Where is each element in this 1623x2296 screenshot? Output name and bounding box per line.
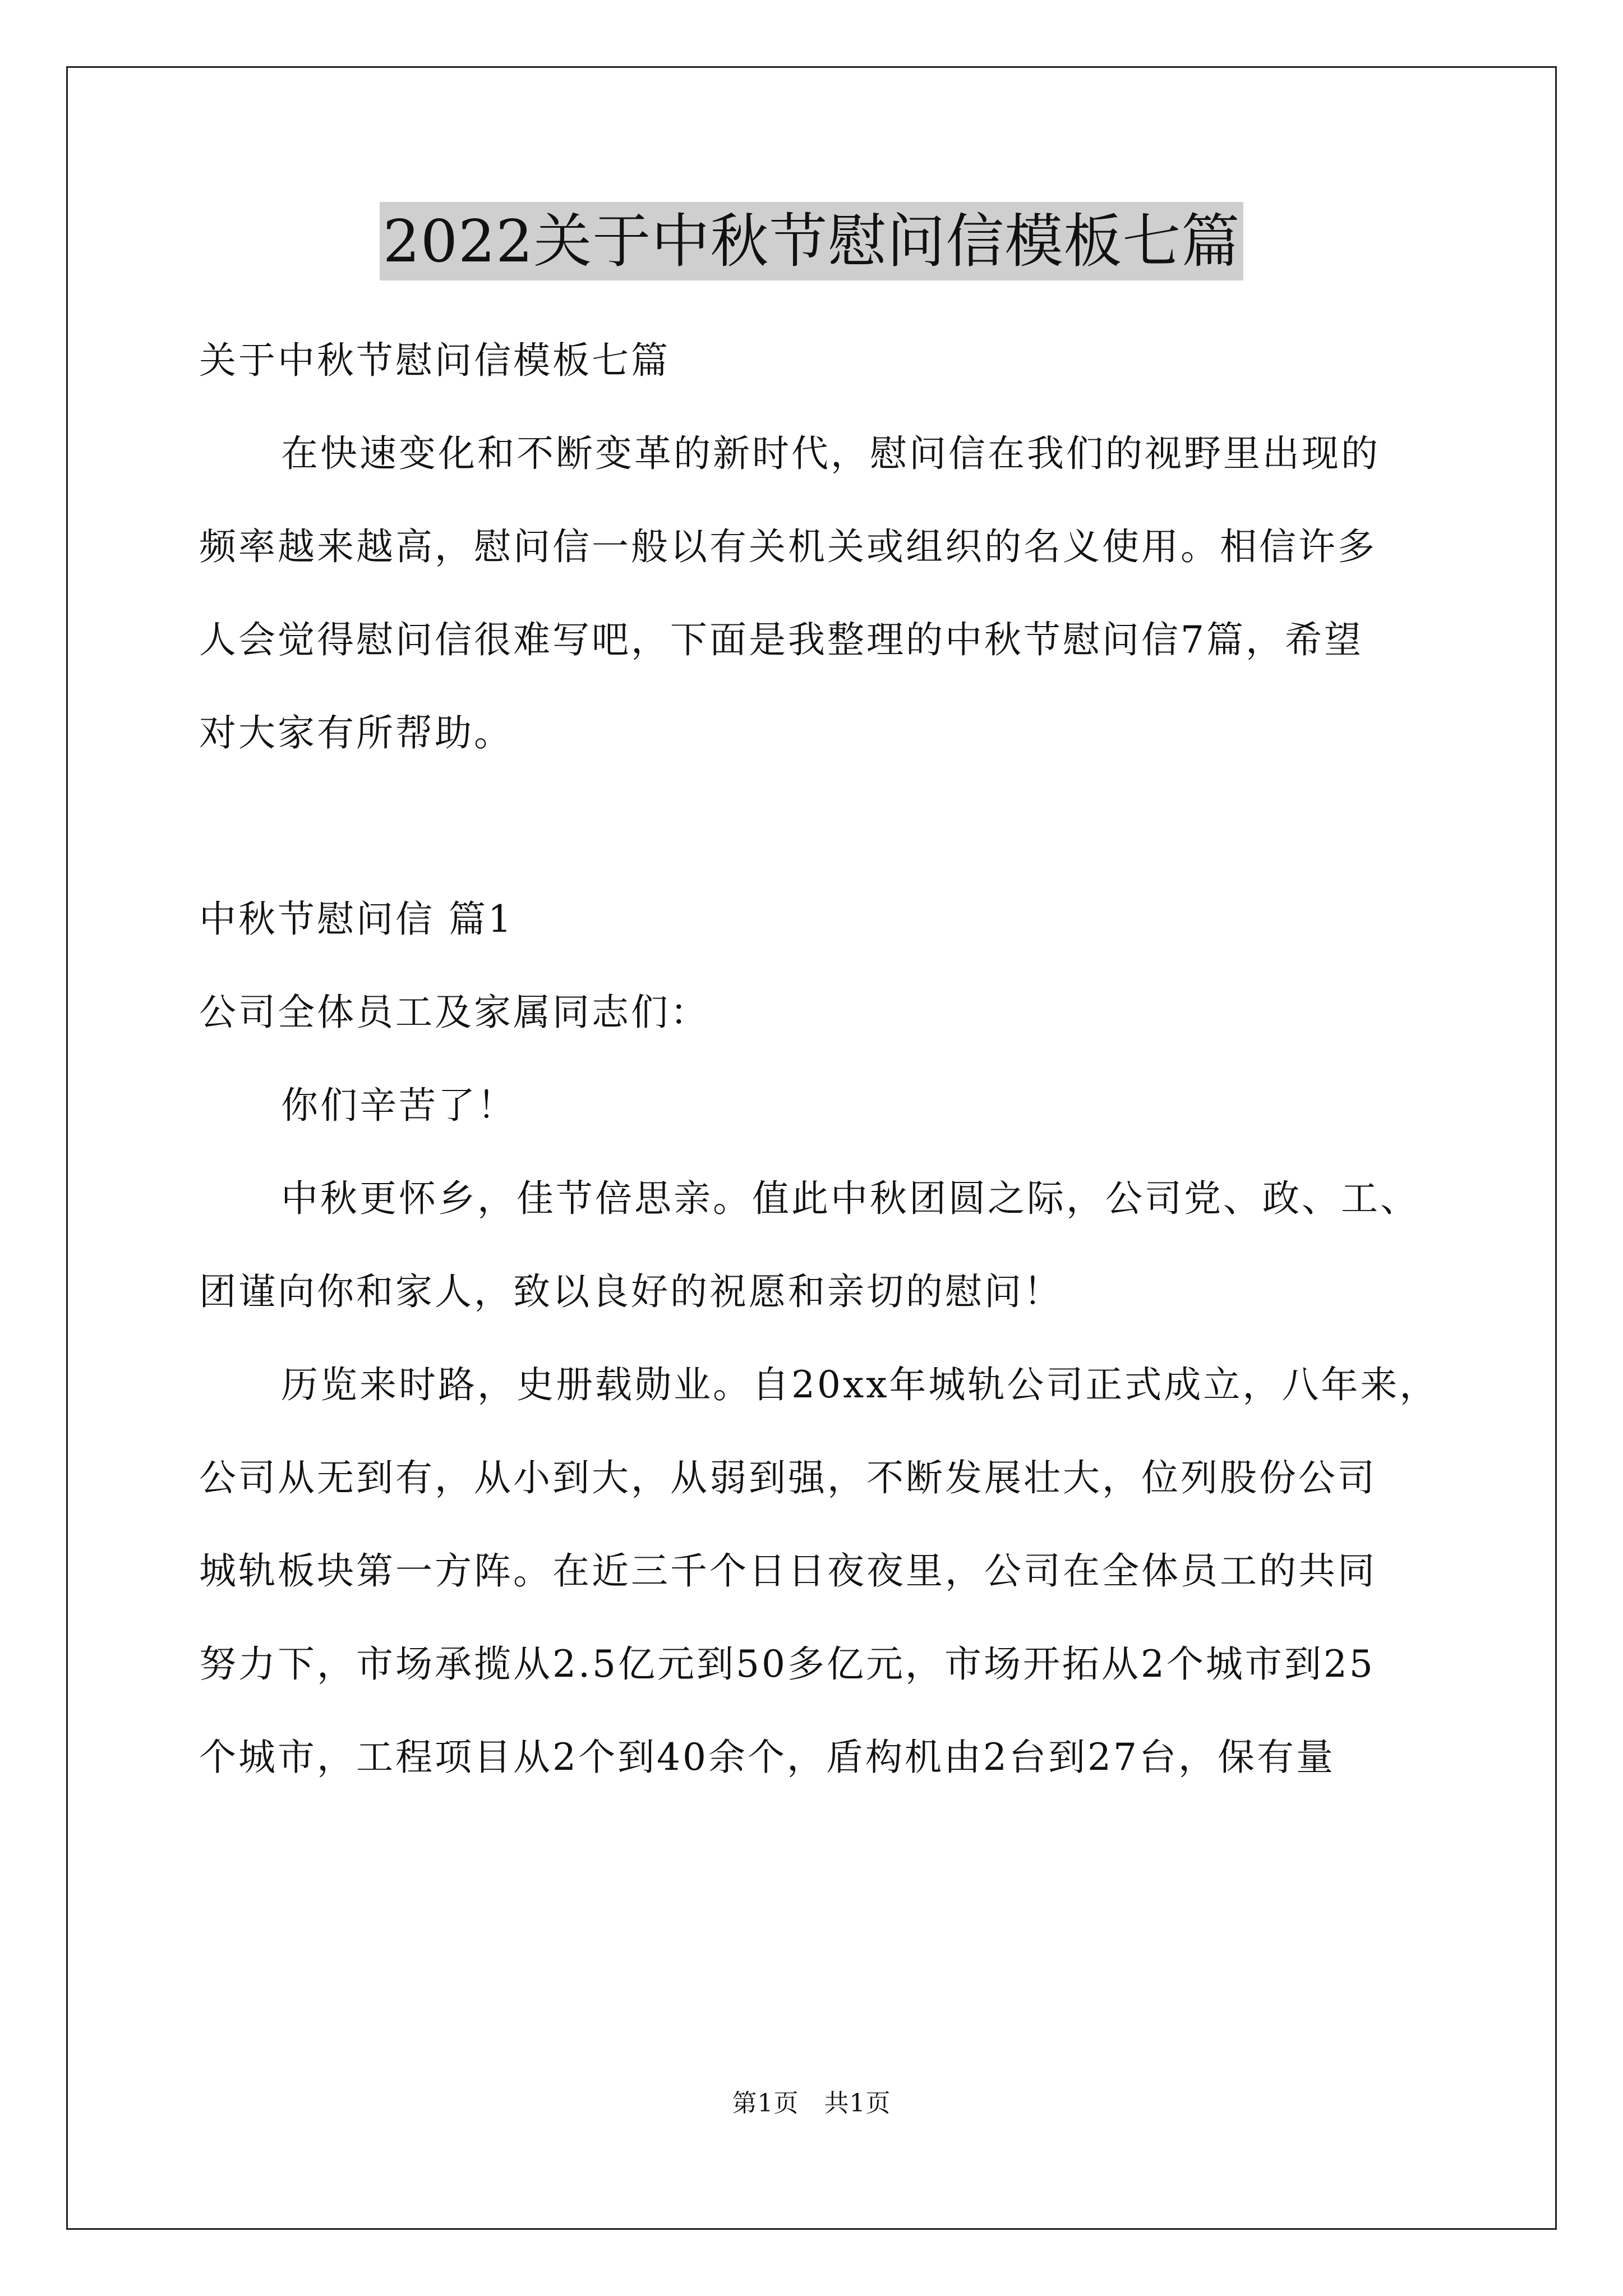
intro-line: 频率越来越高，慰问信一般以有关机关或组织的名义使用。相信许多 bbox=[199, 525, 1377, 568]
body-line: 历览来时路，史册载勋业。自20xx年城轨公司正式成立，八年来， bbox=[281, 1363, 1439, 1406]
body-line: 中秋更怀乡，佳节倍思亲。值此中秋团圆之际，公司党、政、工、 bbox=[281, 1177, 1419, 1220]
body-line: 努力下，市场承揽从2.5亿元到50多亿元，市场开拓从2个城市到25 bbox=[199, 1642, 1375, 1686]
intro-line: 在快速变化和不断变革的新时代，慰问信在我们的视野里出现的 bbox=[281, 432, 1380, 475]
body-line: 个城市，工程项目从2个到40余个，盾构机由2台到27台，保有量 bbox=[199, 1736, 1335, 1779]
page-footer: 第1页 共1页 bbox=[732, 2089, 891, 2118]
document-title: 2022关于中秋节慰问信模板七篇 bbox=[380, 202, 1244, 280]
intro-line: 人会觉得慰问信很难写吧，下面是我整理的中秋节慰问信7篇，希望 bbox=[199, 618, 1363, 661]
body-line: 你们辛苦了！ bbox=[281, 1084, 517, 1127]
body-line: 城轨板块第一方阵。在近三千个日日夜夜里，公司在全体员工的共同 bbox=[199, 1549, 1377, 1593]
paragraph-gap bbox=[199, 780, 1438, 873]
title-block bbox=[0, 202, 1623, 280]
body-line: 团谨向你和家人，致以良好的祝愿和亲切的慰问！ bbox=[199, 1270, 1063, 1313]
body-line: 公司从无到有，从小到大，从弱到强，不断发展壮大，位列股份公司 bbox=[199, 1456, 1377, 1499]
intro-line: 对大家有所帮助。 bbox=[199, 711, 513, 754]
salutation-line: 公司全体员工及家属同志们： bbox=[199, 991, 709, 1034]
document-body bbox=[199, 314, 1438, 1804]
section-heading: 中秋节慰问信 篇1 bbox=[199, 898, 514, 941]
subtitle-line: 关于中秋节慰问信模板七篇 bbox=[199, 339, 670, 382]
